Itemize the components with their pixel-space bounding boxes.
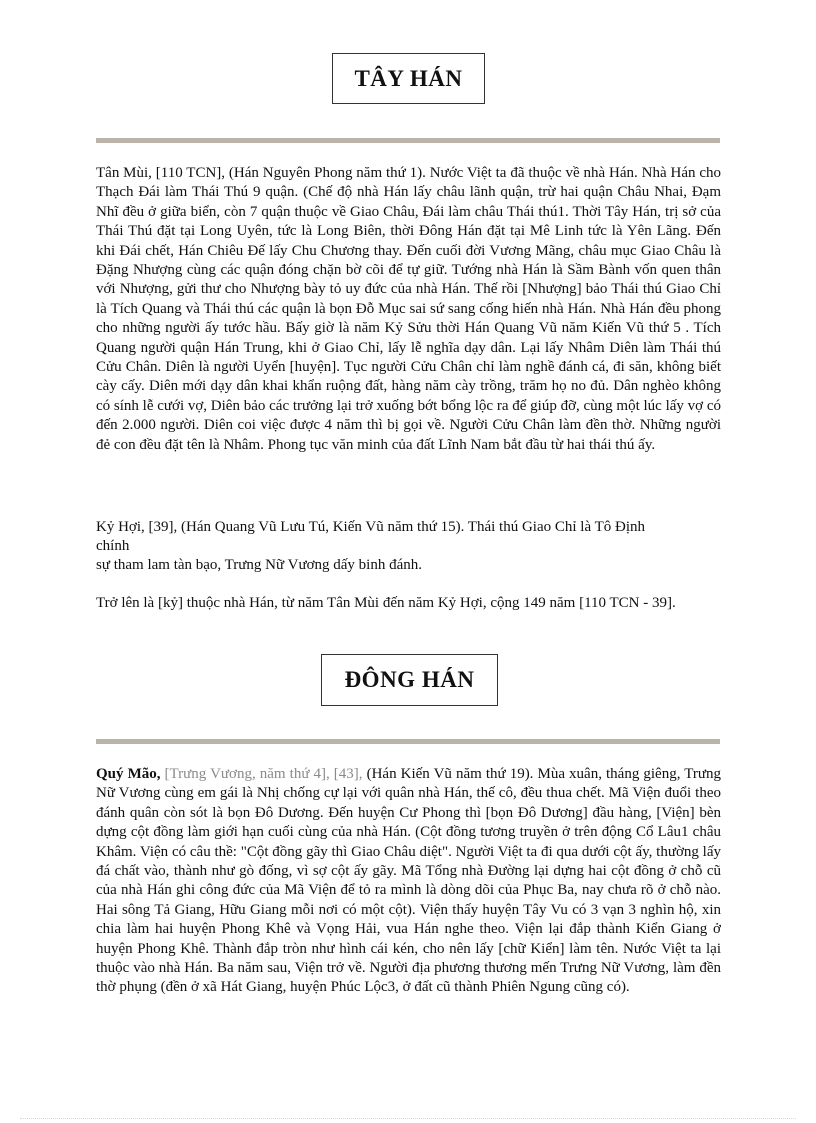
section-divider [96,138,720,143]
paragraph-ky-hoi-line1: Kỷ Hợi, [39], (Hán Quang Vũ Lưu Tú, Kiến Vũ năm thứ 15). Thái thú Giao Chỉ là Tô Định [96,519,645,535]
paragraph-body: (Hán Kiến Vũ năm thứ 19). Mùa xuân, tháng giêng, Trưng Nữ Vương cùng em gái là Nhị chống cự lại với quân nhà Hán, thế cô, đều thua chết. Mã Viện đuổi theo đánh quân còn sót là bọn Đô Dương. Đến huyện Cư Phong thì [bọn Đô Dương] đầu hàng, [Viện] bèn dựng cột đồng làm giới hạn cuối cùng của nhà Hán. (Cột đồng tương truyền ở trên động Cổ Lâu1 châu Khâm. Viện có câu thề: "Cột đồng gãy thì Giao Châu diệt". Người Việt ta đi qua dưới cột ấy, thường lấy đá chất vào, thành như gò đống, vì sợ cột ấy gãy. Mã Tổng nhà Đường lại dựng hai cột đồng ở chỗ cũ của nhà Hán ghi công đức của Mã Viện để tỏ ra mình là dòng dõi của Phục Ba, nay chưa rõ ở chỗ nào. Hai sông Tả Giang, Hữu Giang mỗi nơi có một cột). Viện thấy huyện Tây Vu có 3 vạn 3 nghìn hộ, xin chia làm hai huyện Phong Khê và Vọng Hải, vua Hán nghe theo. Viện lại đắp thành Kiển Giang ở huyện Phong Khê. Thành đắp tròn như hình cái kén, cho nên lấy [chữ Kiển] làm tên. Nước Việt ta lại thuộc vào nhà Hán. Ba năm sau, Viện trở về. Người địa phương thương mến Trưng Nữ Vương, làm đền thờ phụng (đền ở xã Hát Giang, huyện Phúc Lộc3, ở đất cũ thành Phiên Ngung cũng có). [96,766,721,996]
paragraph-tan-mui: Tân Mùi, [110 TCN], (Hán Nguyên Phong năm thứ 1). Nước Việt ta đã thuộc về nhà Hán. Nhà Hán cho Thạch Đái làm Thái Thú 9 quận. (Chế độ nhà Hán lấy châu lãnh quận, trừ hai quận Châu Nhai, Đạm Nhĩ đều ở giữa biển, còn 7 quận thuộc về Giao Châu, Đái làm châu Thái thú1. Thời Tây Hán, trị sở của Thái Thú đặt tại Long Uyên, tức là Long Biên, thời Đông Hán đặt tại Mê Linh tức là Yên Lãng. Đến khi Đái chết, Hán Chiêu Đế lấy Chu Chương thay. Đến cuối đời Vương Mãng, châu mục Giao Châu là Đặng Nhượng cùng các quận đóng chặn bờ cõi để tự giữ. Tướng nhà Hán là Sầm Bành vốn quen thân với Nhượng, gửi thư cho Nhượng bày tỏ uy đức của nhà Hán. Thế rồi [Nhượng] bảo Thái thú Giao Chỉ là Tích Quang và Thái thú các quận là bọn Đỗ Mục sai sứ sang cống hiến nhà Hán. Nhà Hán đều phong cho những người ấy tước hầu. Bấy giờ là năm Kỷ Sửu thời Hán Quang Vũ năm Kiến Vũ thứ 5 . Tích Quang người quận Hán Trung, khi ở Giao Chỉ, lấy lễ nghĩa dạy dân. Lại lấy Nhâm Diên làm Thái thú Cửu Chân. Diên là người Uyển [huyện]. Tục người Cửu Chân chỉ làm nghề đánh cá, đi săn, không biết cày cấy. Diên mới dạy dân khai khẩn ruộng đất, hàng năm cày trồng, trăm họ no đủ. Dân nghèo không có sính lễ cưới vợ, Diên bảo các trưởng lại trở xuống bớt bổng lộc ra để giúp đỡ, cùng một lúc lấy vợ có đến 2.000 người. Diên coi việc được 4 năm thì bị gọi về. Người Cửu Chân làm đền thờ. Những người đẻ con đều đặt tên là Nhâm. Phong tục văn minh của đất Lĩnh Nam bắt đầu từ hai thái thú ấy. [96,165,721,453]
paragraph-lead-annotation: [Trưng Vương, năm thứ 4], [43], [160,766,363,782]
paragraph-ky-hoi [96,518,721,575]
page-footer-border [20,1118,796,1119]
section-title-tay-han: TÂY HÁN [332,53,485,104]
paragraph-lead-year: Quý Mão, [96,766,161,782]
paragraph-quy-mao [96,765,721,998]
section-title-dong-han: ĐÔNG HÁN [321,654,498,706]
paragraph-ky-hoi-line2: chính [96,538,130,554]
paragraph-ky-hoi-line3: sự tham lam tàn bạo, Trưng Nữ Vương dấy binh đánh. [96,557,422,573]
paragraph-summary: Trở lên là [kỷ] thuộc nhà Hán, từ năm Tân Mùi đến năm Kỷ Hợi, cộng 149 năm [110 TCN - 39]. [96,595,676,611]
section-divider [96,739,720,744]
